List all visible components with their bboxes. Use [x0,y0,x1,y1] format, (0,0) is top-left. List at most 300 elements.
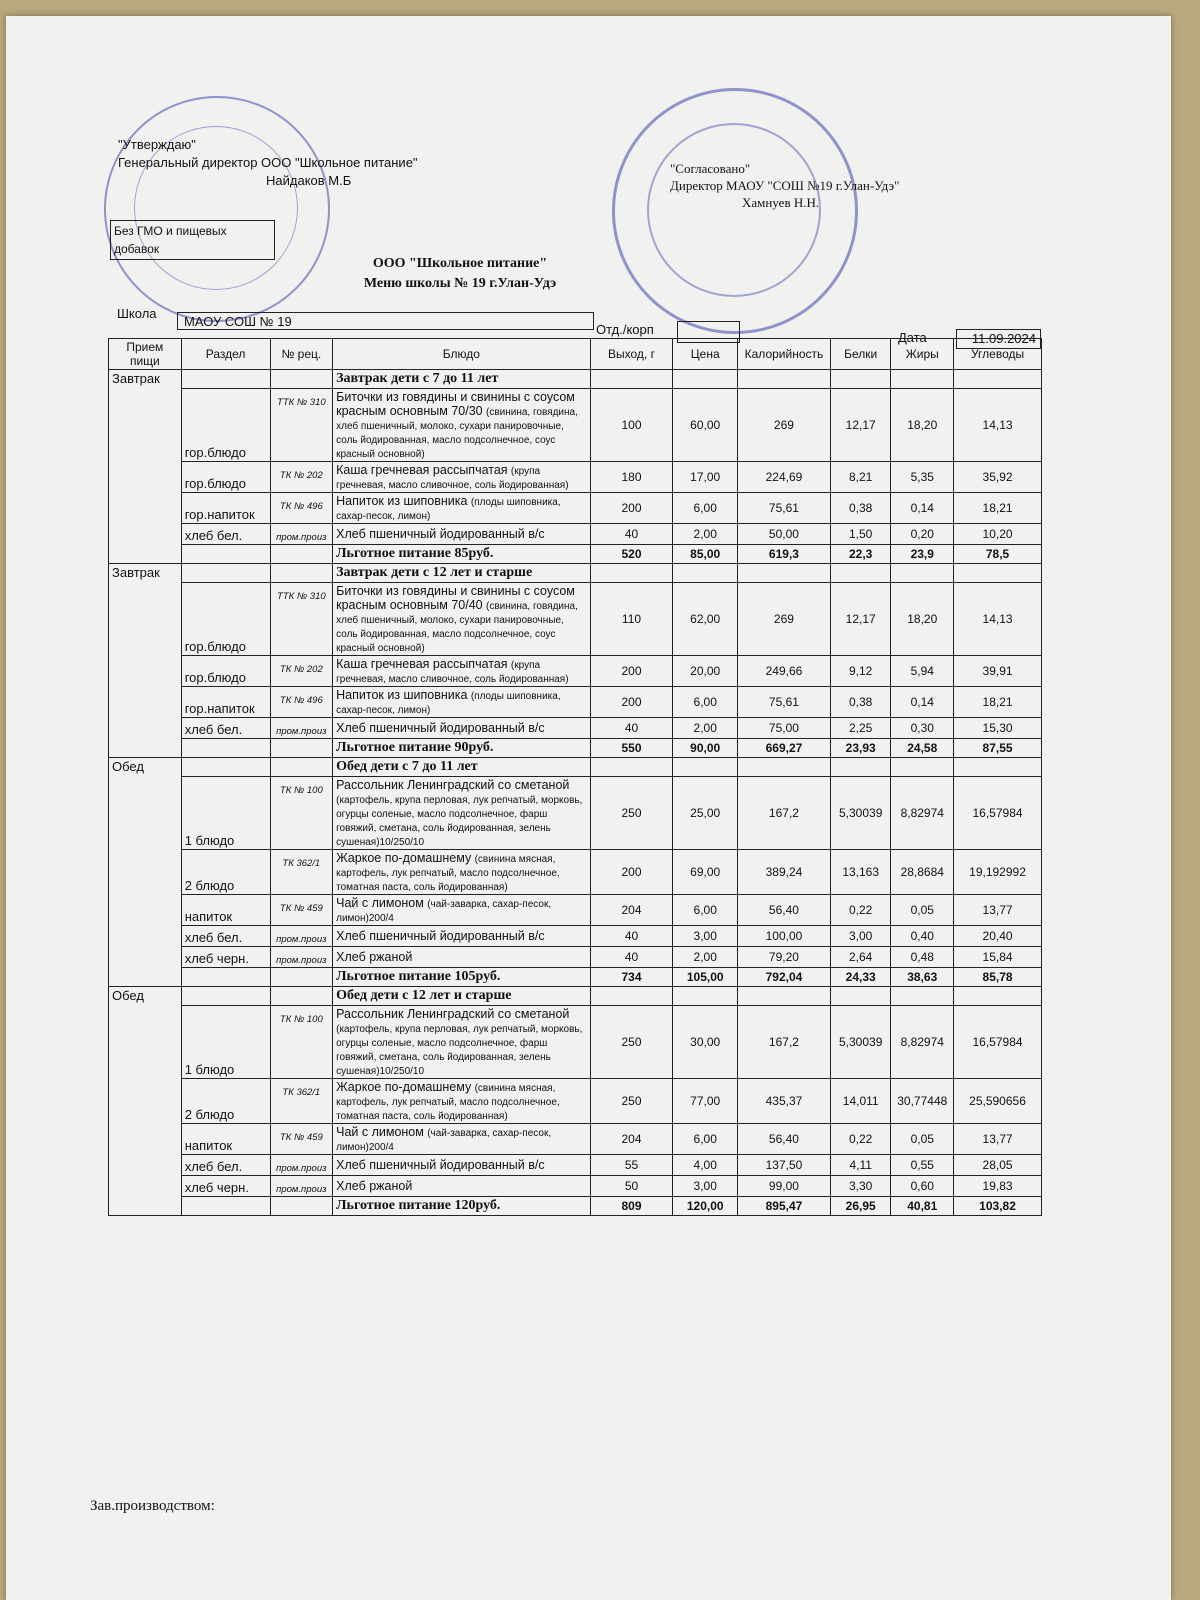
total-price: 90,00 [673,739,738,758]
approval-signatory: Найдаков М.Б [266,173,352,188]
total-protein: 23,93 [830,739,891,758]
empty-cell [954,987,1042,1006]
fat: 0,40 [891,926,954,947]
output-grams: 40 [590,947,673,968]
total-carbs: 87,55 [954,739,1042,758]
empty-cell [891,370,954,389]
empty-cell [590,758,673,777]
calories: 224,69 [738,462,831,493]
title-company: ООО "Школьное питание" [372,256,548,271]
col-meal: Прием пищи [109,339,182,370]
table-row [109,583,1042,656]
output-grams: 200 [590,656,673,687]
dish-cell [333,656,590,687]
fat: 0,60 [891,1176,954,1197]
total-row [109,739,1042,758]
protein: 0,38 [830,493,891,524]
total-label: Льготное питание 105руб. [333,968,590,987]
calories: 269 [738,389,831,462]
empty-cell [270,370,333,389]
protein: 2,25 [830,718,891,739]
col-section: Раздел [181,339,270,370]
total-calories: 895,47 [738,1197,831,1216]
fat: 0,55 [891,1155,954,1176]
table-row [109,462,1042,493]
output-grams: 204 [590,1124,673,1155]
empty-cell [954,564,1042,583]
dish-cell [333,777,590,850]
carbs: 28,05 [954,1155,1042,1176]
table-row [109,656,1042,687]
empty-cell [181,545,270,564]
total-label: Льготное питание 85руб. [333,545,590,564]
total-price: 85,00 [673,545,738,564]
empty-cell [673,987,738,1006]
total-price: 105,00 [673,968,738,987]
recipe-code: ТК № 496 [270,493,333,524]
protein: 8,21 [830,462,891,493]
price: 17,00 [673,462,738,493]
carbs: 18,21 [954,687,1042,718]
protein: 1,50 [830,524,891,545]
recipe-code: пром.произ [270,718,333,739]
dish-composition: (чай-заварка, сахар-песок, лимон)200/4 [336,1128,552,1153]
carbs: 16,57984 [954,777,1042,850]
calories: 137,50 [738,1155,831,1176]
dish-section: напиток [181,895,270,926]
gmo-note: Без ГМО и пищевых добавок [110,220,275,260]
title-menu: Меню школы № 19 г.Улан-Удэ [363,276,557,291]
total-row [109,1197,1042,1216]
fat: 0,20 [891,524,954,545]
total-calories: 792,04 [738,968,831,987]
empty-cell [738,564,831,583]
total-fat: 40,81 [891,1197,954,1216]
table-row [109,1124,1042,1155]
dish-section: напиток [181,1124,270,1155]
dish-composition: (чай-заварка, сахар-песок, лимон)200/4 [336,899,552,924]
total-protein: 22,3 [830,545,891,564]
table-row [109,493,1042,524]
total-carbs: 103,82 [954,1197,1042,1216]
empty-cell [270,545,333,564]
agreement-position: Директор МАОУ "СОШ №19 г.Улан-Удэ" [670,178,900,193]
dish-cell [333,524,590,545]
empty-cell [830,370,891,389]
empty-cell [181,968,270,987]
dish-composition: (плоды шиповника, сахар-песок, лимон) [336,691,561,716]
group-title: Обед дети с 12 лет и старше [333,987,590,1006]
dish-name: Биточки из говядины и свинины с соусом красным основным 70/40 [336,584,575,612]
protein: 5,30039 [830,777,891,850]
group-title-row [109,987,1042,1006]
col-price: Цена [673,339,738,370]
empty-cell [830,564,891,583]
empty-cell [270,739,333,758]
empty-cell [830,987,891,1006]
empty-cell [738,370,831,389]
fat: 28,8684 [891,850,954,895]
price: 6,00 [673,493,738,524]
recipe-code: пром.произ [270,1155,333,1176]
output-grams: 40 [590,524,673,545]
dish-section: гор.блюдо [181,389,270,462]
output-grams: 40 [590,926,673,947]
carbs: 25,590656 [954,1079,1042,1124]
dish-section: хлеб черн. [181,947,270,968]
carbs: 15,30 [954,718,1042,739]
company-stamp [104,96,330,322]
total-price: 120,00 [673,1197,738,1216]
group-title-row [109,758,1042,777]
table-row [109,389,1042,462]
table-row [109,1006,1042,1079]
calories: 167,2 [738,1006,831,1079]
empty-cell [738,758,831,777]
price: 2,00 [673,524,738,545]
table-row [109,524,1042,545]
empty-cell [590,370,673,389]
col-protein: Белки [830,339,891,370]
calories: 56,40 [738,895,831,926]
total-label: Льготное питание 120руб. [333,1197,590,1216]
output-grams: 250 [590,777,673,850]
output-grams: 250 [590,1006,673,1079]
carbs: 10,20 [954,524,1042,545]
approval-heading: "Утверждаю" [118,137,196,152]
dish-name: Каша гречневая рассыпчатая [336,657,508,671]
empty-cell [181,739,270,758]
protein: 12,17 [830,389,891,462]
dish-name: Напиток из шиповника [336,688,468,702]
dish-section: 1 блюдо [181,777,270,850]
fat: 18,20 [891,583,954,656]
footer-signature-label: Зав.производством: [90,1498,215,1514]
empty-cell [590,987,673,1006]
dish-section: 1 блюдо [181,1006,270,1079]
empty-cell [181,564,270,583]
total-calories: 669,27 [738,739,831,758]
dish-name: Хлеб пшеничный йодированный в/с [336,721,545,735]
dish-name: Каша гречневая рассыпчатая [336,463,508,477]
group-title-row [109,564,1042,583]
dish-section: гор.блюдо [181,583,270,656]
fat: 5,35 [891,462,954,493]
dish-section: 2 блюдо [181,1079,270,1124]
dish-cell [333,389,590,462]
output-grams: 200 [590,687,673,718]
approval-block [118,136,418,190]
calories: 50,00 [738,524,831,545]
calories: 389,24 [738,850,831,895]
calories: 79,20 [738,947,831,968]
calories: 75,61 [738,687,831,718]
dish-section: гор.напиток [181,687,270,718]
protein: 3,00 [830,926,891,947]
protein: 4,11 [830,1155,891,1176]
empty-cell [590,564,673,583]
total-output: 520 [590,545,673,564]
output-grams: 250 [590,1079,673,1124]
total-protein: 24,33 [830,968,891,987]
dish-section: хлеб бел. [181,524,270,545]
calories: 167,2 [738,777,831,850]
protein: 9,12 [830,656,891,687]
protein: 14,011 [830,1079,891,1124]
output-grams: 200 [590,493,673,524]
dish-section: хлеб бел. [181,926,270,947]
fat: 0,05 [891,895,954,926]
carbs: 18,21 [954,493,1042,524]
empty-cell [270,1197,333,1216]
empty-cell [830,758,891,777]
recipe-code: ТК № 459 [270,895,333,926]
table-row [109,895,1042,926]
total-carbs: 85,78 [954,968,1042,987]
empty-cell [673,370,738,389]
dish-section: гор.блюдо [181,656,270,687]
total-fat: 38,63 [891,968,954,987]
fat: 0,05 [891,1124,954,1155]
dish-section: хлеб черн. [181,1176,270,1197]
protein: 0,22 [830,895,891,926]
protein: 0,22 [830,1124,891,1155]
empty-cell [891,987,954,1006]
total-fat: 24,58 [891,739,954,758]
empty-cell [270,758,333,777]
empty-cell [954,370,1042,389]
price: 62,00 [673,583,738,656]
dish-section: 2 блюдо [181,850,270,895]
calories: 75,00 [738,718,831,739]
recipe-code: пром.произ [270,524,333,545]
dish-cell [333,718,590,739]
empty-cell [673,564,738,583]
output-grams: 55 [590,1155,673,1176]
carbs: 15,84 [954,947,1042,968]
dish-name: Напиток из шиповника [336,494,468,508]
fat: 8,82974 [891,1006,954,1079]
dish-name: Хлеб пшеничный йодированный в/с [336,527,545,541]
table-row [109,1079,1042,1124]
total-output: 734 [590,968,673,987]
recipe-code: ТК № 202 [270,656,333,687]
carbs: 16,57984 [954,1006,1042,1079]
recipe-code: ТК 362/1 [270,850,333,895]
output-grams: 40 [590,718,673,739]
carbs: 35,92 [954,462,1042,493]
group-title: Завтрак дети с 7 до 11 лет [333,370,590,389]
recipe-code: ТК 362/1 [270,1079,333,1124]
table-row [109,926,1042,947]
recipe-code: пром.произ [270,947,333,968]
dish-composition: (картофель, крупа перловая, лук репчатый, морковь, огурцы соленые, масло подсолнечное, фарш говяжий, сметана, соль йодированная, зелень сушеная)10/250/10 [336,795,583,848]
total-protein: 26,95 [830,1197,891,1216]
dish-name: Жаркое по-домашнему [336,851,472,865]
agreement-block [670,160,899,211]
fat: 8,82974 [891,777,954,850]
dish-cell [333,1006,590,1079]
recipe-code: ТТК № 310 [270,389,333,462]
date-label: Дата [898,330,927,345]
school-seal-stamp [612,88,858,334]
group-title: Завтрак дети с 12 лет и старше [333,564,590,583]
dish-composition: (свинина мясная, картофель, лук репчатый, масло подсолнечное, томатная паста, соль йодированная) [336,854,560,893]
table-row [109,777,1042,850]
price: 4,00 [673,1155,738,1176]
calories: 56,40 [738,1124,831,1155]
dish-section: хлеб бел. [181,1155,270,1176]
price: 20,00 [673,656,738,687]
carbs: 13,77 [954,1124,1042,1155]
total-row [109,968,1042,987]
empty-cell [181,987,270,1006]
table-row [109,850,1042,895]
table-row [109,687,1042,718]
empty-cell [891,758,954,777]
empty-cell [673,758,738,777]
fat: 30,77448 [891,1079,954,1124]
price: 3,00 [673,1176,738,1197]
output-grams: 110 [590,583,673,656]
total-calories: 619,3 [738,545,831,564]
dish-name: Рассольник Ленинградский со сметаной [336,778,570,792]
empty-cell [181,370,270,389]
protein: 13,163 [830,850,891,895]
col-output: Выход, г [590,339,673,370]
empty-cell [181,1197,270,1216]
recipe-code: ТК № 100 [270,777,333,850]
col-dish: Блюдо [333,339,590,370]
col-fat: Жиры [891,339,954,370]
total-carbs: 78,5 [954,545,1042,564]
menu-table [108,338,1042,1216]
total-row [109,545,1042,564]
dish-composition: (крупа гречневая, масло сливочное, соль йодированная) [336,660,569,685]
dish-composition: (плоды шиповника, сахар-песок, лимон) [336,497,561,522]
empty-cell [738,987,831,1006]
dish-section: гор.напиток [181,493,270,524]
fat: 0,48 [891,947,954,968]
dish-cell [333,1124,590,1155]
output-grams: 204 [590,895,673,926]
table-row [109,947,1042,968]
col-calories: Калорийность [738,339,831,370]
price: 6,00 [673,687,738,718]
total-output: 550 [590,739,673,758]
dish-name: Хлеб ржаной [336,950,413,964]
total-label: Льготное питание 90руб. [333,739,590,758]
meal-type: Обед [109,987,182,1216]
fat: 0,14 [891,687,954,718]
protein: 3,30 [830,1176,891,1197]
total-fat: 23,9 [891,545,954,564]
dish-composition: (свинина мясная, картофель, лук репчатый, масло подсолнечное, томатная паста, соль йодированная) [336,1083,560,1122]
document-title [300,254,620,294]
protein: 12,17 [830,583,891,656]
empty-cell [270,987,333,1006]
dish-section: гор.блюдо [181,462,270,493]
dish-name: Чай с лимоном [336,896,424,910]
empty-cell [270,968,333,987]
dish-composition: (свинина, говядина, хлеб пшеничный, молоко, сухари панировочные, соль йодированная, масло подсолнечное, соус красный основной) [336,407,578,460]
agreement-heading: "Согласовано" [670,161,751,176]
dish-name: Чай с лимоном [336,1125,424,1139]
table-row [109,718,1042,739]
recipe-code: ТК № 496 [270,687,333,718]
calories: 269 [738,583,831,656]
dish-name: Жаркое по-домашнему [336,1080,472,1094]
carbs: 14,13 [954,583,1042,656]
carbs: 39,91 [954,656,1042,687]
carbs: 19,192992 [954,850,1042,895]
agreement-signatory: Хамнуев Н.Н. [742,195,820,210]
dish-composition: (свинина, говядина, хлеб пшеничный, молоко, сухари панировочные, соль йодированная, масло подсолнечное, соус красный основной) [336,601,578,654]
fat: 5,94 [891,656,954,687]
calories: 435,37 [738,1079,831,1124]
dept-label: Отд./корп [596,322,654,337]
carbs: 20,40 [954,926,1042,947]
date-field: 11.09.2024 [956,329,1041,349]
dish-cell [333,462,590,493]
recipe-code: ТК № 100 [270,1006,333,1079]
output-grams: 180 [590,462,673,493]
output-grams: 50 [590,1176,673,1197]
group-title: Обед дети с 7 до 11 лет [333,758,590,777]
dish-cell [333,947,590,968]
dish-cell [333,895,590,926]
dish-cell [333,850,590,895]
empty-cell [270,564,333,583]
dish-name: Рассольник Ленинградский со сметаной [336,1007,570,1021]
empty-cell [891,564,954,583]
dish-cell [333,1079,590,1124]
output-grams: 200 [590,850,673,895]
price: 25,00 [673,777,738,850]
dish-cell [333,1176,590,1197]
dish-name: Хлеб ржаной [336,1179,413,1193]
protein: 0,38 [830,687,891,718]
dish-name: Хлеб пшеничный йодированный в/с [336,929,545,943]
carbs: 13,77 [954,895,1042,926]
approval-position: Генеральный директор ООО "Школьное питание" [118,155,418,170]
school-field: МАОУ СОШ № 19 [177,312,594,330]
dish-section: хлеб бел. [181,718,270,739]
carbs: 14,13 [954,389,1042,462]
empty-cell [954,758,1042,777]
recipe-code: пром.произ [270,926,333,947]
dish-name: Биточки из говядины и свинины с соусом красным основным 70/30 [336,390,575,418]
calories: 249,66 [738,656,831,687]
price: 69,00 [673,850,738,895]
dish-cell [333,493,590,524]
price: 3,00 [673,926,738,947]
dish-cell [333,583,590,656]
recipe-code: пром.произ [270,1176,333,1197]
recipe-code: ТК № 459 [270,1124,333,1155]
col-carbs: Углеводы [954,339,1042,370]
table-row [109,1176,1042,1197]
price: 2,00 [673,718,738,739]
calories: 99,00 [738,1176,831,1197]
meal-type: Обед [109,758,182,987]
table-header-row [109,339,1042,370]
dish-cell [333,926,590,947]
recipe-code: ТТК № 310 [270,583,333,656]
recipe-code: ТК № 202 [270,462,333,493]
output-grams: 100 [590,389,673,462]
dish-cell [333,1155,590,1176]
